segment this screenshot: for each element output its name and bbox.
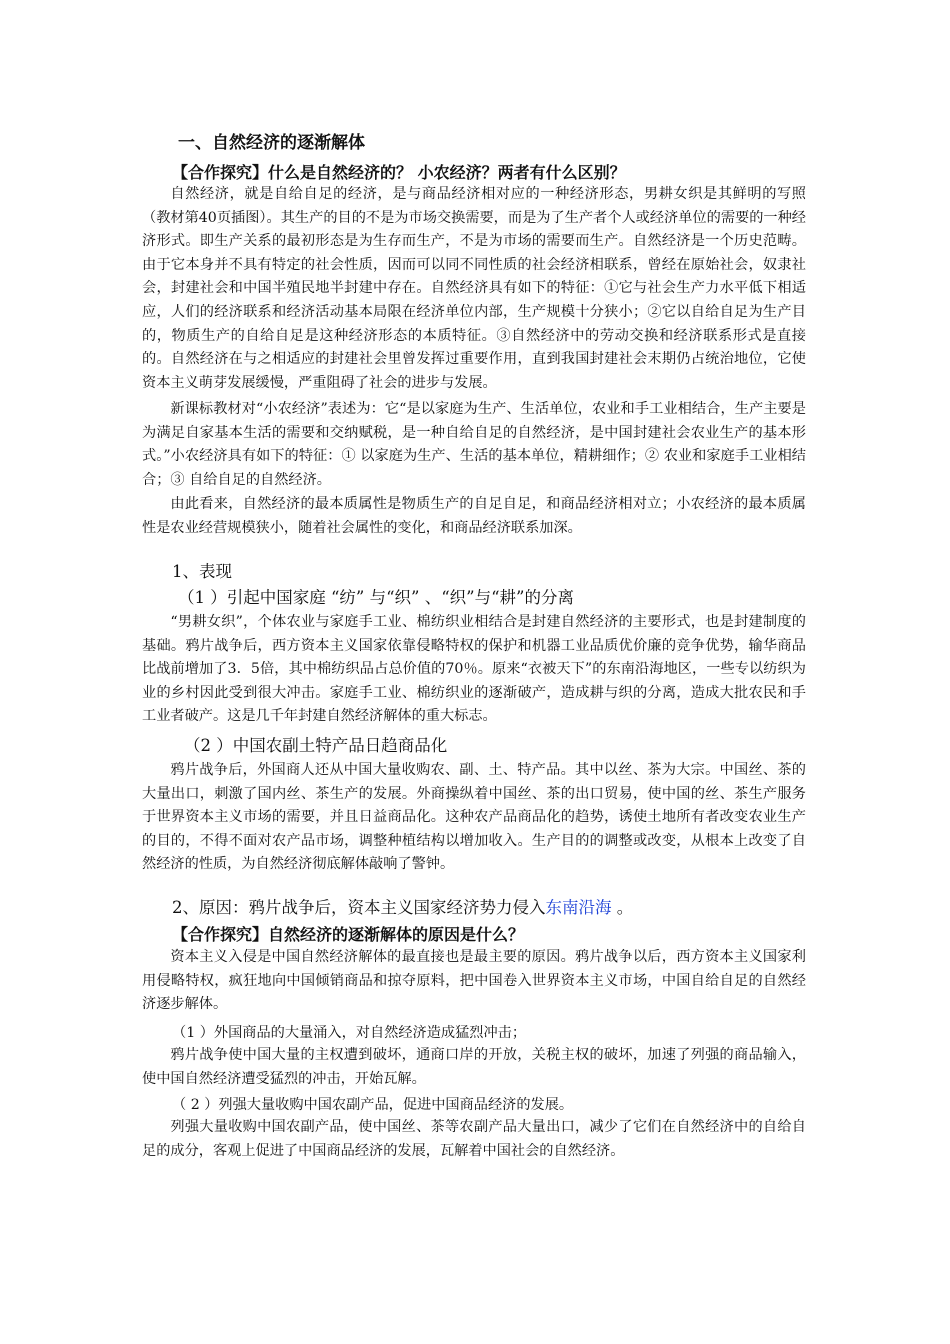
subheading-manifestation: 1、表现 (172, 562, 232, 581)
list-item-purchase-products: （ 2 ）列强大量收购中国农副产品，促进中国商品经济的发展。 (172, 1097, 574, 1113)
subheading-spinning-weaving-separation: （1 ）引起中国家庭 “纺” 与“织” 、“织”与“耕”的分离 (178, 588, 574, 607)
paragraph-comparison: 由此看来，自然经济的最本质属性是物质生产的自足自足，和商品经济相对立；小农经济的最本质属性是农业经营规模狭小，随着社会属性的变化，和商品经济联系加深。 (142, 496, 806, 536)
inquiry-question-1: 【合作探究】什么是自然经济的？ 小农经济？两者有什么区别？ (172, 163, 626, 182)
paragraph-sovereignty-damage: 鸦片战争使中国大量的主权遭到破坏，通商口岸的开放，关税主权的破坏，加速了列强的商品输入，使中国自然经济遭受猛烈的冲击，开始瓦解。 (142, 1047, 806, 1087)
paragraph-capitalist-invasion: 资本主义入侵是中国自然经济解体的最直接也是最主要的原因。鸦片战争以后，西方资本主义国家利用侵略特权，疯狂地向中国倾销商品和掠夺原料，把中国卷入世界资本主义市场，中国自给自足的自然经济逐步解体。 (142, 949, 806, 1013)
cause-text: 2、原因：鸦片战争后，资本主义国家经济势力侵入 (172, 898, 546, 917)
inquiry-question-2: 【合作探究】自然经济的逐渐解体的原因是什么？ (172, 925, 525, 944)
list-item-foreign-goods: （1 ）外国商品的大量涌入，对自然经济造成猛烈冲击； (172, 1025, 527, 1041)
paragraph-natural-economy: 自然经济，就是自给自足的经济，是与商品经济相对应的一种经济形态，男耕女织是其鲜明的写照（教材第40页插图）。其生产的目的不是为市场交换需要，而是为了生产者个人或经济单位的需要的一种经济形式。即生产关系的最初形态是为生存而生产，不是为市场的需要而生产。自然经济是一个历史范畴。由于它本身并不具有特定的社会性质，因而可以同不同性质的社会经济相联系，曾经在原始社会，奴隶社会，封建社会和中国半殖民地半封建中存在。自然经济具有如下的特征：①它与社会生产力水平低下相适应，人们的经济联系和经济活动基本局限在经济单位内部，生产规模十分狭小；②它以自给自足为生产目的，物质生产的自给自足是这种经济形态的本质特征。③自然经济中的劳动交换和经济联系形式是直接的。自然经济在与之相适应的封建社会里曾发挥过重要作用，直到我国封建社会末期仍占统治地位，它使资本主义萌芽发展缓慢，严重阻碍了社会的进步与发展。 (142, 186, 806, 391)
paragraph-commercialization: 鸦片战争后，外国商人还从中国大量收购农、副、土、特产品。其中以丝、茶为大宗。中国丝、茶的大量出口，刺激了国内丝、茶生产的发展。外商操纵着中国丝、茶的出口贸易，使中国的丝、茶生产服务于世界资本主义市场的需要，并且日益商品化。这种农产品商品化的趋势，诱使土地所有者改变农业生产的目的，不得不面对农产品市场，调整种植结构以增加收入。生产目的的调整或改变，从根本上改变了自然经济的性质，为自然经济彻底解体敲响了警钟。 (142, 762, 806, 873)
paragraph-export-products: 列强大量收购中国农副产品，使中国丝、茶等农副产品大量出口，减少了它们在自然经济中的自给自足的成分，客观上促进了中国商品经济的发展，瓦解着中国社会的自然经济。 (142, 1119, 806, 1159)
paragraph-men-farm-women-weave: “男耕女织”，个体农业与家庭手工业、棉纺织业相结合是封建自然经济的主要形式，也是封建制度的基础。鸦片战争后，西方资本主义国家依靠侵略特权的保护和机器工业品质优价廉的竞争优势，输华商品比战前增加了3．5倍，其中棉纺织品占总价值的70％。原来“衣被天下”的东南沿海地区，一些专以纺织为业的乡村因此受到很大冲击。家庭手工业、棉纺织业的逐渐破产，造成耕与织的分离，造成大批农民和手工业者破产。这是几千年封建自然经济解体的重大标志。 (142, 614, 806, 725)
subheading-commercialization: （2 ）中国农副土特产品日趋商品化 (184, 736, 448, 755)
cause-highlight: 东南沿海 (545, 898, 612, 917)
subheading-cause (172, 894, 633, 918)
cause-suffix: 。 (611, 898, 634, 917)
section-heading: 一、自然经济的逐渐解体 (178, 133, 365, 153)
paragraph-small-peasant-economy: 新课标教材对“小农经济”表述为：它“是以家庭为生产、生活单位，农业和手工业相结合，生产主要是为满足自家基本生活的需要和交纳赋税，是一种自给自足的自然经济，是中国封建社会农业生产的基本形式。”小农经济具有如下的特征：① 以家庭为生产、生活的基本单位，精耕细作；② 农业和家庭手工业相结合；③ 自给自足的自然经济。 (142, 401, 806, 488)
